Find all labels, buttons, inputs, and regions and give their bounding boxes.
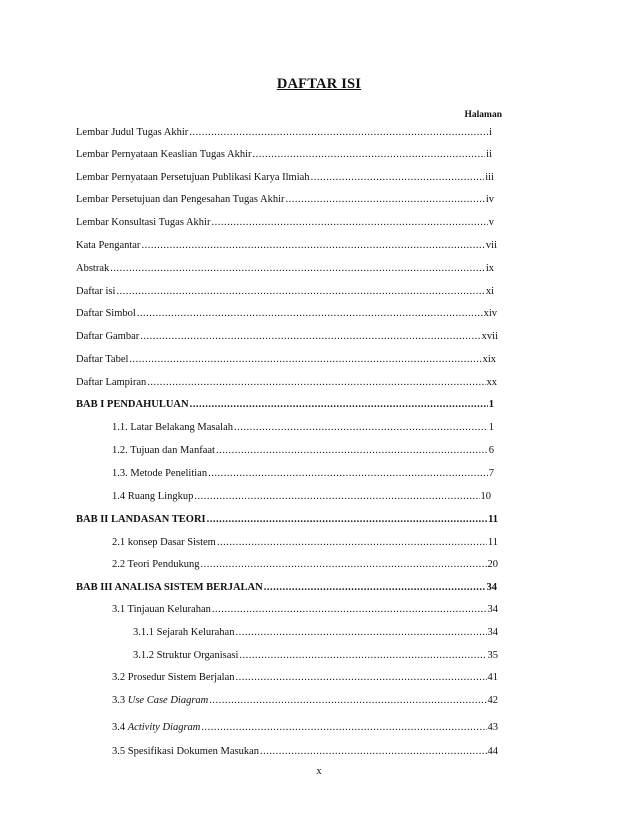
toc-entry[interactable] (112, 604, 498, 616)
toc-entry-label: Abstrak (76, 263, 110, 274)
dot-leader (216, 445, 488, 457)
toc-entry-label: Lembar Pernyataan Persetujuan Publikasi Karya Ilmiah (76, 172, 310, 183)
toc-entry-page: xx (486, 377, 497, 388)
toc-entry-label: Lembar Konsultasi Tugas Akhir (76, 217, 211, 228)
dot-leader (190, 399, 488, 411)
dot-leader (286, 194, 485, 206)
toc-entry-page: 41 (487, 672, 498, 683)
toc-entry-page: 10 (480, 491, 491, 502)
toc-entry-number: 3.4 (112, 722, 128, 733)
toc-entry-page: 11 (488, 514, 498, 525)
toc-entry-italic-title: Activity Diagram (127, 722, 201, 733)
dot-leader (194, 491, 479, 503)
toc-entry-label: 3.1 Tinjauan Kelurahan (112, 604, 211, 615)
page-column-header: Halaman (464, 110, 502, 120)
dot-leader (212, 604, 487, 616)
toc-entry-label: 1.4 Ruang Lingkup (112, 491, 194, 502)
dot-leader (235, 627, 486, 639)
dot-leader (217, 537, 487, 549)
toc-entry[interactable] (76, 217, 494, 229)
dot-leader (201, 722, 486, 734)
toc-entry-italic-title: Use Case Diagram (127, 695, 209, 706)
toc-entry[interactable] (76, 194, 494, 206)
toc-entry-page: i (489, 127, 492, 138)
toc-entry-page: ix (485, 263, 494, 274)
toc-entry-page: iv (485, 194, 494, 205)
toc-entry[interactable] (76, 399, 494, 411)
toc-entry-number: 3.3 (112, 695, 128, 706)
toc-entry-label: Lembar Judul Tugas Akhir (76, 127, 189, 138)
dot-leader (260, 746, 487, 758)
toc-entry-page: 1 (488, 422, 494, 433)
dot-leader (129, 354, 481, 366)
toc-entry-label: Daftar Lampiran (76, 377, 147, 388)
toc-entry-page: 43 (487, 722, 498, 733)
toc-entry[interactable] (76, 308, 497, 320)
toc-entry-page: xvii (481, 331, 498, 342)
toc-entry-label: Kata Pengantar (76, 240, 141, 251)
toc-entry[interactable] (76, 514, 498, 526)
toc-entry[interactable] (76, 286, 494, 298)
toc-entry[interactable] (76, 263, 494, 275)
toc-entry-page: 34 (487, 604, 498, 615)
dot-leader (211, 217, 487, 229)
dot-leader (253, 149, 486, 161)
dot-leader (311, 172, 485, 184)
toc-entry-page: xix (482, 354, 496, 365)
toc-entry[interactable] (76, 354, 496, 366)
toc-entry-label: 3.1.1 Sejarah Kelurahan (133, 627, 235, 638)
toc-entry[interactable] (76, 331, 498, 343)
dot-leader (234, 422, 488, 434)
toc-entry-page: 44 (487, 746, 498, 757)
toc-entry-page: xi (485, 286, 494, 297)
toc-entry-label: Daftar Gambar (76, 331, 140, 342)
dot-leader (116, 286, 484, 298)
toc-entry[interactable] (76, 377, 497, 389)
toc-entry-label: 2.1 konsep Dasar Sistem (112, 537, 216, 548)
dot-leader (239, 650, 486, 662)
toc-entry-page: 1 (488, 399, 494, 410)
toc-entry[interactable] (112, 695, 498, 707)
dot-leader (208, 468, 488, 480)
toc-entry-label: BAB I PENDAHULUAN (76, 399, 189, 410)
toc-entry[interactable] (76, 582, 497, 594)
toc-entry[interactable] (112, 746, 498, 758)
dot-leader (207, 514, 487, 526)
toc-entry[interactable] (133, 627, 498, 639)
toc-entry[interactable] (112, 559, 498, 571)
toc-entry-page: ii (486, 149, 492, 160)
page-title: DAFTAR ISI (276, 76, 362, 92)
toc-entry-page: 34 (487, 627, 498, 638)
toc-entry[interactable] (76, 172, 494, 184)
page-number: x (316, 766, 322, 777)
toc-entry-label (112, 695, 208, 707)
dot-leader (189, 127, 488, 139)
toc-entry-label: Daftar Tabel (76, 354, 129, 365)
toc-entry-page: 34 (486, 582, 497, 593)
toc-entry[interactable] (76, 240, 497, 252)
dot-leader (209, 695, 486, 707)
toc-entry-label: Daftar Simbol (76, 308, 136, 319)
toc-entry-page: v (488, 217, 494, 228)
toc-entry[interactable] (112, 491, 491, 503)
toc-entry-page: 35 (487, 650, 498, 661)
dot-leader (235, 672, 486, 684)
toc-entry-page: xiv (483, 308, 497, 319)
toc-entry-label: Lembar Persetujuan dan Pengesahan Tugas Akhir (76, 194, 285, 205)
toc-entry-label: BAB II LANDASAN TEORI (76, 514, 206, 525)
toc-entry[interactable] (76, 127, 492, 139)
toc-entry-label: 2.2 Teori Pendukung (112, 559, 200, 570)
toc-entry-page: 7 (488, 468, 494, 479)
dot-leader (141, 240, 484, 252)
dot-leader (140, 331, 480, 343)
toc-entry[interactable] (133, 650, 498, 662)
toc-entry-page: 11 (487, 537, 498, 548)
dot-leader (110, 263, 485, 275)
toc-entry-label: 3.1.2 Struktur Organisasi (133, 650, 239, 661)
toc-entry[interactable] (112, 722, 498, 734)
dot-leader (200, 559, 486, 571)
toc-entry[interactable] (76, 149, 492, 161)
toc-entry[interactable] (112, 468, 494, 480)
toc-entry-label: Lembar Pernyataan Keaslian Tugas Akhir (76, 149, 252, 160)
toc-entry[interactable] (112, 445, 494, 457)
dot-leader (264, 582, 486, 594)
toc-entry-label (112, 722, 200, 734)
toc-entry-label: 3.2 Prosedur Sistem Berjalan (112, 672, 235, 683)
toc-entry-page: iii (485, 172, 494, 183)
toc-entry-page: 20 (487, 559, 498, 570)
toc-entry[interactable] (112, 422, 494, 434)
toc-entry-label: 1.3. Metode Penelitian (112, 468, 208, 479)
toc-entry-label: BAB III ANALISA SISTEM BERJALAN (76, 582, 263, 593)
toc-entry-label: 3.5 Spesifikasi Dokumen Masukan (112, 746, 259, 757)
toc-entry[interactable] (112, 537, 498, 549)
toc-entry[interactable] (112, 672, 498, 684)
toc-entry-label: Daftar isi (76, 286, 116, 297)
toc-entry-page: 6 (488, 445, 494, 456)
dot-leader (137, 308, 483, 320)
dot-leader (147, 377, 485, 389)
toc-entry-page: vii (485, 240, 497, 251)
toc-entry-label: 1.1. Latar Belakang Masalah (112, 422, 233, 433)
toc-entry-page: 42 (487, 695, 498, 706)
toc-entry-label: 1.2. Tujuan dan Manfaat (112, 445, 215, 456)
